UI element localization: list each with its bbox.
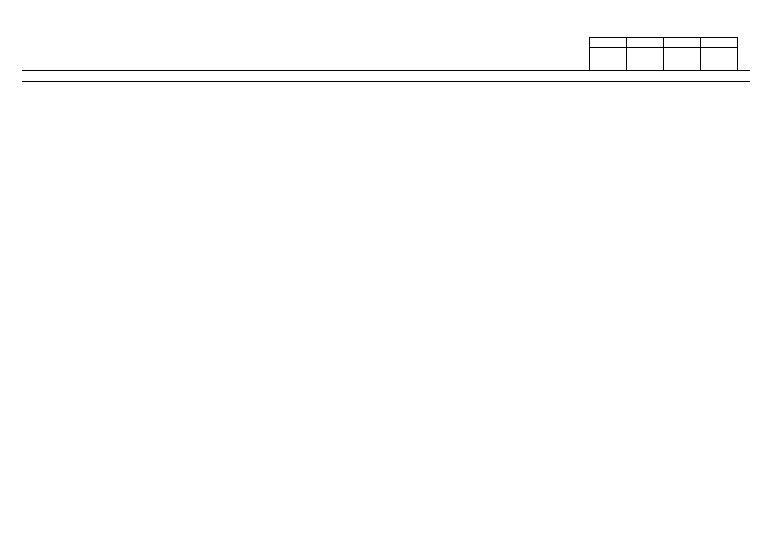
approval-ppic (590, 38, 627, 48)
approval-ed-signature (664, 48, 701, 71)
approval-press-signature (627, 48, 664, 71)
approval-ed (664, 38, 701, 48)
header-bottom-rule (22, 81, 750, 82)
approval-table (589, 37, 738, 71)
approval-qc (701, 38, 738, 48)
approval-qc-signature (701, 48, 738, 71)
approval-ppic-signature (590, 48, 627, 71)
period-row (22, 61, 36, 67)
approval-press (627, 38, 664, 48)
header-top-rule (22, 70, 750, 71)
